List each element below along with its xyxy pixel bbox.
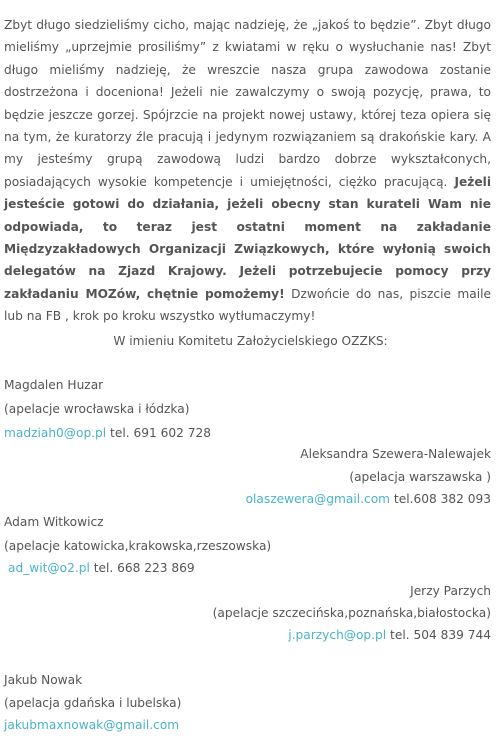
email-link-nowak[interactable]: jakubmaxnowak@gmail.com (4, 718, 180, 732)
contact-line-szewera (246, 491, 491, 507)
contact-name-nowak: Jakub Nowak (4, 673, 83, 687)
phone-witkowicz: tel. 668 223 869 (89, 561, 195, 575)
contact-line-nowak (4, 717, 179, 733)
contact-name-huzar: Magdalen Huzar (4, 378, 104, 392)
appeal-text-bold: Jeżeli jesteście gotowi do działania, jeżeli obecny stan kurateli Wam nie odpowiada, to teraz jest ostatni moment na zakładanie Międzyzakładowych Organizacji Związkowych, które wyłonią swoich delegatów na Zjazd Krajowy. Jeżeli potrzebujecie pomocy przy zakładaniu MOZów, chętnie pomożemy! (4, 174, 491, 301)
email-link-witkowicz[interactable]: ad_wit@o2.pl (8, 561, 90, 575)
signature-heading: W imieniu Komitetu Założycielskiego OZZKS: (113, 334, 388, 348)
phone-parzych: tel. 504 839 744 (386, 628, 491, 642)
contact-name-szewera: Aleksandra Szewera-Nalewajek (300, 447, 491, 461)
email-link-parzych[interactable]: j.parzych@op.pl (288, 628, 387, 642)
contact-region-nowak: (apelacja gdańska i lubelska) (4, 696, 182, 710)
email-link-huzar[interactable]: madziah0@op.pl (4, 426, 107, 440)
contact-line-parzych (288, 627, 491, 643)
email-link-szewera[interactable]: olaszewera@gmail.com (245, 492, 391, 506)
contact-region-szewera: (apelacja warszawska ) (349, 470, 491, 484)
appeal-text-intro: Zbyt długo siedzieliśmy cicho, mając nadzieję, że „jakoś to będzie”. Zbyt długo mieliśmy „uprzejmie prosiliśmy” z kwiatami w ręku o wysłuchanie nas! Zbyt długo mieliśmy nadzieję, że wreszcie nasza grupa zawodowa zostanie dostrzeżona i doceniona! Jeżeli nie zawalczymy o swoją pozycję, prawa, to będzie jeszcze gorzej. Spójrzcie na projekt nowej ustawy, której teza opiera się na tym, że kuratorzy źle pracują i jedynym rozwiązaniem są drakońskie kary. A my jesteśmy grupą zawodową ludzi bardzo dobrze wykształconych, posiadających wysokie kompetencje i umiejętności, ciężko pracującą. (4, 18, 491, 189)
contact-name-witkowicz: Adam Witkowicz (4, 515, 104, 529)
contact-region-parzych: (apelacje szczecińska,poznańska,białostocka) (212, 606, 491, 620)
appeal-text-closing: Dzwońcie do nas, piszcie maile lub na FB , krok po kroku wszystko wytłumaczymy! (4, 286, 492, 324)
contact-line-witkowicz (8, 560, 195, 576)
contact-region-huzar: (apelacje wrocławska i łódzka) (4, 402, 190, 416)
contact-line-huzar (4, 425, 211, 441)
phone-huzar: tel. 691 602 728 (106, 426, 212, 440)
contact-region-witkowicz: (apelacje katowicka,krakowska,rzeszowska) (4, 539, 272, 553)
phone-szewera: tel.608 382 093 (390, 492, 491, 506)
contact-name-parzych: Jerzy Parzych (410, 584, 491, 598)
appeal-paragraph (4, 14, 491, 328)
